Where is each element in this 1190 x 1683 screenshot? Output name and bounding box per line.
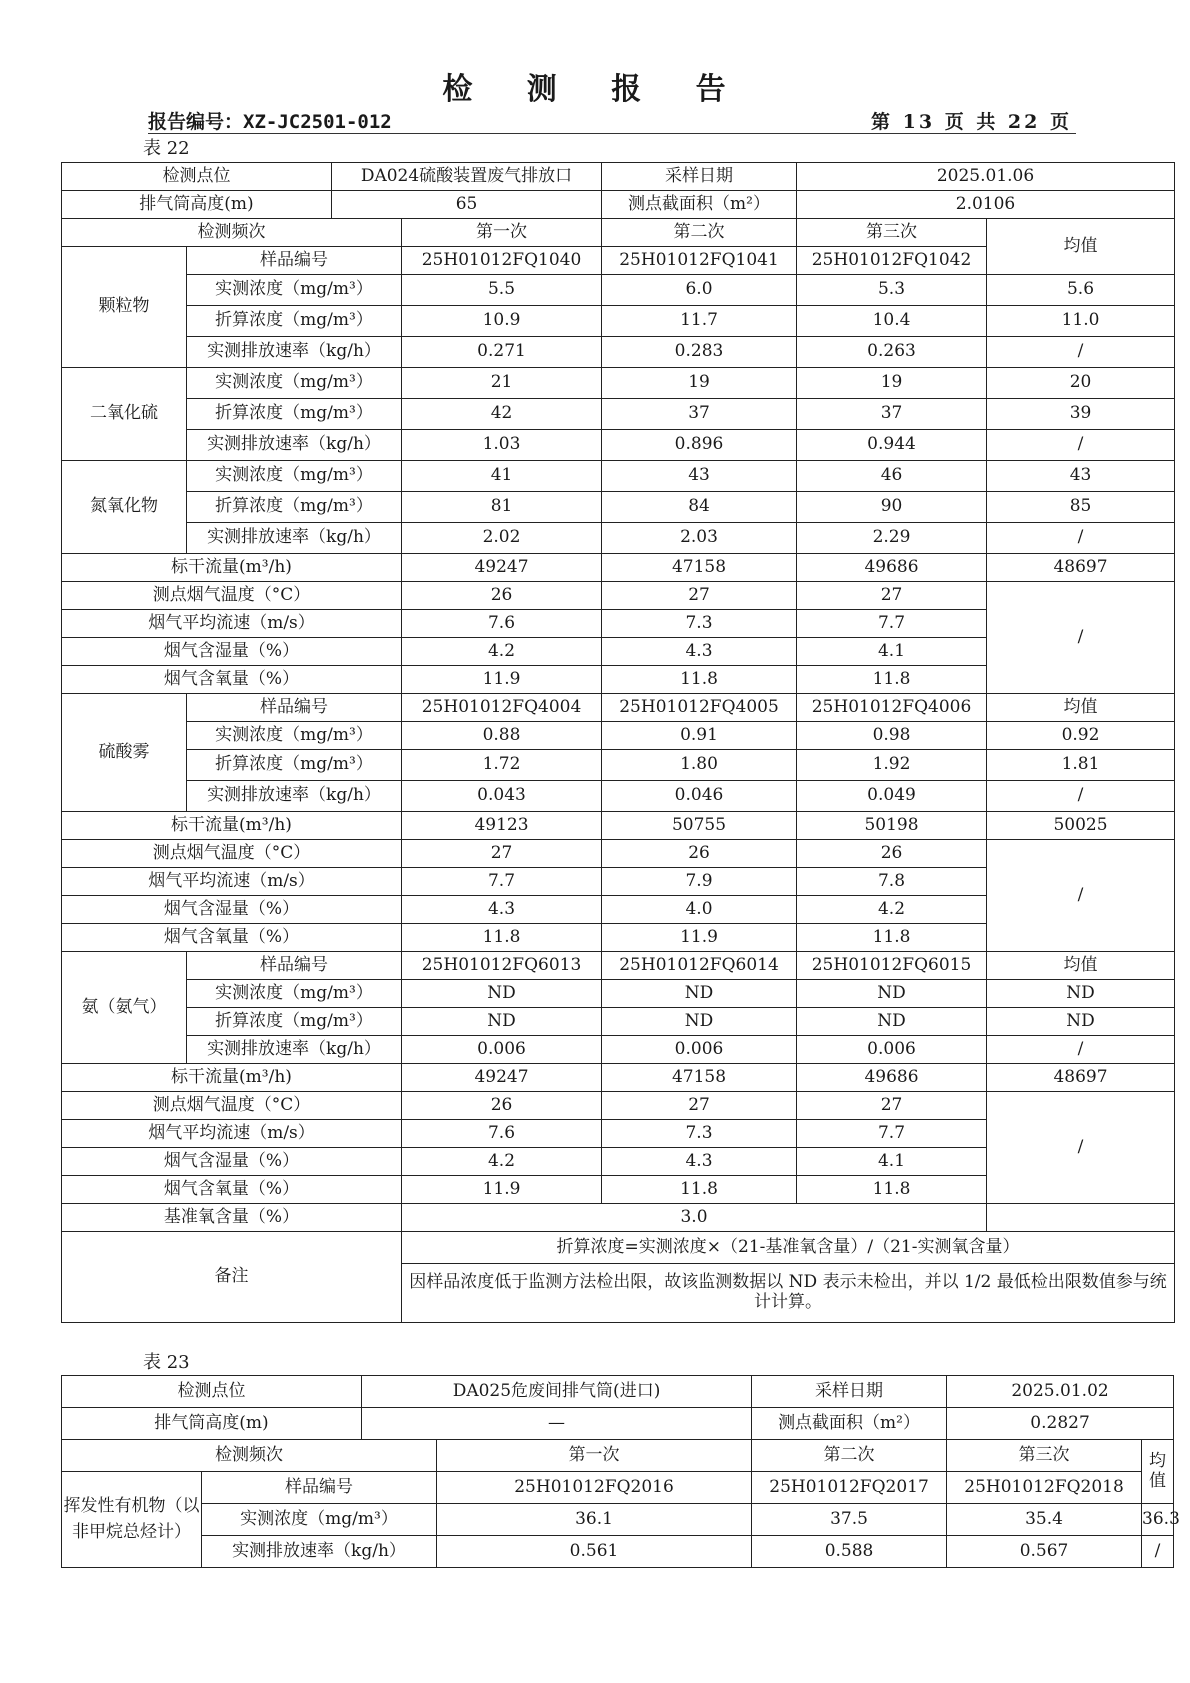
value: ND bbox=[402, 1008, 602, 1036]
value: 36.1 bbox=[437, 1504, 752, 1536]
table22-caption: 表 22 bbox=[143, 138, 190, 159]
point-value: DA024硫酸装置废气排放口 bbox=[332, 163, 602, 191]
area-label: 测点截面积（m²） bbox=[602, 191, 797, 219]
value: 26 bbox=[602, 840, 797, 868]
table-row bbox=[62, 368, 1175, 399]
value: 0.896 bbox=[602, 430, 797, 461]
avg-value: 39 bbox=[987, 399, 1175, 430]
avg-value: / bbox=[987, 523, 1175, 554]
avg-value: 20 bbox=[987, 368, 1175, 399]
value: 4.0 bbox=[602, 896, 797, 924]
avg-value: 11.0 bbox=[987, 306, 1175, 337]
avg-value: 43 bbox=[987, 461, 1175, 492]
row-label: 实测排放速率（kg/h） bbox=[187, 781, 402, 812]
value: 2.29 bbox=[797, 523, 987, 554]
avg-value: ND bbox=[987, 980, 1175, 1008]
table-row bbox=[62, 1536, 1174, 1568]
table-row bbox=[62, 1036, 1175, 1064]
value: 46 bbox=[797, 461, 987, 492]
value: 7.7 bbox=[797, 1120, 987, 1148]
param-label: 烟气含氧量（%） bbox=[62, 1176, 402, 1204]
table-row bbox=[62, 1440, 1174, 1472]
table-row bbox=[62, 1092, 1175, 1120]
pollutant-so2: 二氧化硫 bbox=[62, 368, 187, 461]
value: ND bbox=[797, 1008, 987, 1036]
time-header: 第三次 bbox=[797, 219, 987, 247]
table-row bbox=[62, 840, 1175, 868]
avg-header: 均值 bbox=[1142, 1440, 1174, 1504]
row-label: 实测排放速率（kg/h） bbox=[187, 430, 402, 461]
time-header: 第二次 bbox=[602, 219, 797, 247]
value: ND bbox=[402, 980, 602, 1008]
value: 42 bbox=[402, 399, 602, 430]
value: 27 bbox=[402, 840, 602, 868]
value: 47158 bbox=[602, 554, 797, 582]
row-label: 实测排放速率（kg/h） bbox=[202, 1536, 437, 1568]
param-label: 测点烟气温度（°C） bbox=[62, 1092, 402, 1120]
sample-id: 25H01012FQ4006 bbox=[797, 694, 987, 722]
sample-id: 25H01012FQ2017 bbox=[752, 1472, 947, 1504]
table-row bbox=[62, 1232, 1175, 1264]
value: 10.4 bbox=[797, 306, 987, 337]
row-label: 折算浓度（mg/m³） bbox=[187, 1008, 402, 1036]
value: 2.03 bbox=[602, 523, 797, 554]
param-label: 烟气平均流速（m/s） bbox=[62, 1120, 402, 1148]
table-row bbox=[62, 1408, 1174, 1440]
page-info: 第 13 页 共 22 页 bbox=[871, 111, 1072, 133]
avg-value: 5.6 bbox=[987, 275, 1175, 306]
row-label: 实测浓度（mg/m³） bbox=[187, 722, 402, 750]
row-label: 实测排放速率（kg/h） bbox=[187, 1036, 402, 1064]
value: 7.6 bbox=[402, 610, 602, 638]
table-row bbox=[62, 582, 1175, 610]
area-value: 2.0106 bbox=[797, 191, 1175, 219]
avg-value: / bbox=[1142, 1536, 1174, 1568]
flow-label: 标干流量(m³/h) bbox=[62, 812, 402, 840]
value: ND bbox=[602, 1008, 797, 1036]
value: 27 bbox=[602, 1092, 797, 1120]
sample-id: 25H01012FQ2018 bbox=[947, 1472, 1142, 1504]
value: 11.8 bbox=[797, 666, 987, 694]
param-label: 测点烟气温度（°C） bbox=[62, 582, 402, 610]
value: 1.72 bbox=[402, 750, 602, 781]
table-row bbox=[62, 554, 1175, 582]
value: 0.567 bbox=[947, 1536, 1142, 1568]
value: 49686 bbox=[797, 554, 987, 582]
avg-value: / bbox=[987, 430, 1175, 461]
value: 27 bbox=[602, 582, 797, 610]
value: 0.88 bbox=[402, 722, 602, 750]
table-row bbox=[62, 1064, 1175, 1092]
value: 11.9 bbox=[402, 1176, 602, 1204]
value: 11.8 bbox=[797, 924, 987, 952]
value: 27 bbox=[797, 1092, 987, 1120]
remarks-label: 备注 bbox=[62, 1232, 402, 1323]
time-header: 第一次 bbox=[402, 219, 602, 247]
param-label: 烟气含湿量（%） bbox=[62, 638, 402, 666]
value: 4.2 bbox=[402, 1148, 602, 1176]
value: 26 bbox=[402, 582, 602, 610]
avg-value: / bbox=[987, 1036, 1175, 1064]
value: 2.02 bbox=[402, 523, 602, 554]
row-label: 实测浓度（mg/m³） bbox=[187, 368, 402, 399]
table-row bbox=[62, 163, 1175, 191]
value: 0.049 bbox=[797, 781, 987, 812]
value: 4.1 bbox=[797, 1148, 987, 1176]
value: 7.7 bbox=[402, 868, 602, 896]
param-label: 烟气平均流速（m/s） bbox=[62, 868, 402, 896]
value: 47158 bbox=[602, 1064, 797, 1092]
row-label: 实测浓度（mg/m³） bbox=[202, 1504, 437, 1536]
sample-id: 25H01012FQ1041 bbox=[602, 247, 797, 275]
point-label: 检测点位 bbox=[62, 1376, 362, 1408]
avg-value: / bbox=[987, 337, 1175, 368]
value: 0.98 bbox=[797, 722, 987, 750]
value: 19 bbox=[797, 368, 987, 399]
date-value: 2025.01.02 bbox=[947, 1376, 1174, 1408]
sample-id: 25H01012FQ6013 bbox=[402, 952, 602, 980]
value: 49686 bbox=[797, 1064, 987, 1092]
param-label: 烟气含湿量（%） bbox=[62, 1148, 402, 1176]
freq-label: 检测频次 bbox=[62, 1440, 437, 1472]
table-row bbox=[62, 1504, 1174, 1536]
time-header: 第三次 bbox=[947, 1440, 1142, 1472]
value: ND bbox=[797, 980, 987, 1008]
table-row bbox=[62, 1008, 1175, 1036]
value: 7.3 bbox=[602, 610, 797, 638]
date-label: 采样日期 bbox=[752, 1376, 947, 1408]
table-row bbox=[62, 781, 1175, 812]
sample-id: 25H01012FQ4005 bbox=[602, 694, 797, 722]
ref-o2-value: 3.0 bbox=[402, 1204, 987, 1232]
value: 1.80 bbox=[602, 750, 797, 781]
row-label: 折算浓度（mg/m³） bbox=[187, 750, 402, 781]
sample-id: 25H01012FQ6015 bbox=[797, 952, 987, 980]
avg-header: 均值 bbox=[987, 219, 1175, 275]
table-row bbox=[62, 399, 1175, 430]
table-row bbox=[62, 492, 1175, 523]
sample-label: 样品编号 bbox=[187, 694, 402, 722]
report-title: 检 测 报 告 bbox=[442, 72, 748, 107]
ref-o2-label: 基准氧含量（%） bbox=[62, 1204, 402, 1232]
value: 49247 bbox=[402, 554, 602, 582]
value: 37 bbox=[602, 399, 797, 430]
value: 21 bbox=[402, 368, 602, 399]
avg-value: ND bbox=[987, 1008, 1175, 1036]
row-label: 实测排放速率（kg/h） bbox=[187, 337, 402, 368]
value: ND bbox=[602, 980, 797, 1008]
value: 1.92 bbox=[797, 750, 987, 781]
value: 11.8 bbox=[402, 924, 602, 952]
value: 7.7 bbox=[797, 610, 987, 638]
value: 1.03 bbox=[402, 430, 602, 461]
sample-id: 25H01012FQ6014 bbox=[602, 952, 797, 980]
avg-header: 均值 bbox=[987, 952, 1175, 980]
row-label: 实测浓度（mg/m³） bbox=[187, 275, 402, 306]
empty-cell bbox=[987, 1204, 1175, 1232]
area-label: 测点截面积（m²） bbox=[752, 1408, 947, 1440]
table-row bbox=[62, 191, 1175, 219]
time-header: 第一次 bbox=[437, 1440, 752, 1472]
value: 11.8 bbox=[602, 1176, 797, 1204]
value: 19 bbox=[602, 368, 797, 399]
table-row bbox=[62, 461, 1175, 492]
value: 41 bbox=[402, 461, 602, 492]
sample-id: 25H01012FQ4004 bbox=[402, 694, 602, 722]
value: 50198 bbox=[797, 812, 987, 840]
avg-value: 0.92 bbox=[987, 722, 1175, 750]
sample-id: 25H01012FQ1040 bbox=[402, 247, 602, 275]
remark-formula: 折算浓度=实测浓度×（21-基准氧含量）/（21-实测氧含量） bbox=[402, 1232, 1175, 1264]
value: 0.588 bbox=[752, 1536, 947, 1568]
value: 11.8 bbox=[797, 1176, 987, 1204]
sample-id: 25H01012FQ1042 bbox=[797, 247, 987, 275]
value: 0.283 bbox=[602, 337, 797, 368]
flow-label: 标干流量(m³/h) bbox=[62, 554, 402, 582]
sample-label: 样品编号 bbox=[187, 247, 402, 275]
value: 11.9 bbox=[402, 666, 602, 694]
avg-value: / bbox=[987, 840, 1175, 952]
value: 26 bbox=[797, 840, 987, 868]
value: 7.3 bbox=[602, 1120, 797, 1148]
value: 37.5 bbox=[752, 1504, 947, 1536]
sample-id: 25H01012FQ2016 bbox=[437, 1472, 752, 1504]
time-header: 第二次 bbox=[752, 1440, 947, 1472]
value: 0.006 bbox=[602, 1036, 797, 1064]
value: 11.9 bbox=[602, 924, 797, 952]
param-label: 烟气含氧量（%） bbox=[62, 924, 402, 952]
table-row bbox=[62, 980, 1175, 1008]
date-label: 采样日期 bbox=[602, 163, 797, 191]
sample-label: 样品编号 bbox=[202, 1472, 437, 1504]
row-label: 实测浓度（mg/m³） bbox=[187, 461, 402, 492]
flow-label: 标干流量(m³/h) bbox=[62, 1064, 402, 1092]
value: 90 bbox=[797, 492, 987, 523]
param-label: 烟气平均流速（m/s） bbox=[62, 610, 402, 638]
table-row bbox=[62, 523, 1175, 554]
sample-label: 样品编号 bbox=[187, 952, 402, 980]
height-value: — bbox=[362, 1408, 752, 1440]
table-row bbox=[62, 430, 1175, 461]
avg-header: 均值 bbox=[987, 694, 1175, 722]
value: 5.5 bbox=[402, 275, 602, 306]
row-label: 折算浓度（mg/m³） bbox=[187, 306, 402, 337]
report-number: 报告编号：XZ-JC2501-012 bbox=[148, 111, 392, 133]
value: 81 bbox=[402, 492, 602, 523]
param-label: 烟气含湿量（%） bbox=[62, 896, 402, 924]
value: 49247 bbox=[402, 1064, 602, 1092]
freq-label: 检测频次 bbox=[62, 219, 402, 247]
value: 26 bbox=[402, 1092, 602, 1120]
height-label: 排气筒高度(m) bbox=[62, 1408, 362, 1440]
pollutant-voc: 挥发性有机物（以非甲烷总烃计） bbox=[62, 1472, 202, 1568]
avg-value: 1.81 bbox=[987, 750, 1175, 781]
param-label: 烟气含氧量（%） bbox=[62, 666, 402, 694]
table-row bbox=[62, 337, 1175, 368]
value: 0.046 bbox=[602, 781, 797, 812]
value: 5.3 bbox=[797, 275, 987, 306]
value: 7.9 bbox=[602, 868, 797, 896]
avg-value: / bbox=[987, 582, 1175, 694]
row-label: 折算浓度（mg/m³） bbox=[187, 492, 402, 523]
value: 7.8 bbox=[797, 868, 987, 896]
value: 0.271 bbox=[402, 337, 602, 368]
avg-value: 36.3 bbox=[1142, 1504, 1174, 1536]
remark-nd: 因样品浓度低于监测方法检出限，故该监测数据以 ND 表示未检出，并以 1/2 最低检出限数值参与统计计算。 bbox=[402, 1264, 1175, 1323]
pollutant-ammonia: 氨（氨气） bbox=[62, 952, 187, 1064]
table-row bbox=[62, 812, 1175, 840]
pollutant-nox: 氮氧化物 bbox=[62, 461, 187, 554]
value: 6.0 bbox=[602, 275, 797, 306]
value: 7.6 bbox=[402, 1120, 602, 1148]
value: 0.944 bbox=[797, 430, 987, 461]
table-row bbox=[62, 1472, 1174, 1504]
value: 84 bbox=[602, 492, 797, 523]
value: 0.561 bbox=[437, 1536, 752, 1568]
table-row bbox=[62, 952, 1175, 980]
table-row bbox=[62, 219, 1175, 247]
row-label: 折算浓度（mg/m³） bbox=[187, 399, 402, 430]
value: 0.006 bbox=[797, 1036, 987, 1064]
row-label: 实测排放速率（kg/h） bbox=[187, 523, 402, 554]
value: 0.043 bbox=[402, 781, 602, 812]
avg-value: 85 bbox=[987, 492, 1175, 523]
value: 4.3 bbox=[602, 1148, 797, 1176]
value: 4.1 bbox=[797, 638, 987, 666]
point-value: DA025危废间排气筒(进口) bbox=[362, 1376, 752, 1408]
value: 0.263 bbox=[797, 337, 987, 368]
value: 11.8 bbox=[602, 666, 797, 694]
avg-value: / bbox=[987, 1092, 1175, 1204]
table-row bbox=[62, 722, 1175, 750]
value: 0.006 bbox=[402, 1036, 602, 1064]
header-divider bbox=[148, 133, 1076, 134]
value: 11.7 bbox=[602, 306, 797, 337]
value: 37 bbox=[797, 399, 987, 430]
height-value: 65 bbox=[332, 191, 602, 219]
area-value: 0.2827 bbox=[947, 1408, 1174, 1440]
value: 43 bbox=[602, 461, 797, 492]
avg-value: 48697 bbox=[987, 1064, 1175, 1092]
value: 4.2 bbox=[402, 638, 602, 666]
param-label: 测点烟气温度（°C） bbox=[62, 840, 402, 868]
point-label: 检测点位 bbox=[62, 163, 332, 191]
value: 10.9 bbox=[402, 306, 602, 337]
table-row bbox=[62, 1204, 1175, 1232]
table-22 bbox=[61, 162, 1175, 1323]
table-row bbox=[62, 306, 1175, 337]
table-row bbox=[62, 694, 1175, 722]
value: 49123 bbox=[402, 812, 602, 840]
table23-caption: 表 23 bbox=[143, 1352, 190, 1373]
height-label: 排气筒高度(m) bbox=[62, 191, 332, 219]
value: 4.2 bbox=[797, 896, 987, 924]
row-label: 实测浓度（mg/m³） bbox=[187, 980, 402, 1008]
value: 27 bbox=[797, 582, 987, 610]
table-row bbox=[62, 750, 1175, 781]
table-23 bbox=[61, 1375, 1180, 1568]
avg-value: 50025 bbox=[987, 812, 1175, 840]
pollutant-particulate: 颗粒物 bbox=[62, 247, 187, 368]
pollutant-sulfuric-mist: 硫酸雾 bbox=[62, 694, 187, 812]
avg-value: / bbox=[987, 781, 1175, 812]
date-value: 2025.01.06 bbox=[797, 163, 1175, 191]
avg-value: 48697 bbox=[987, 554, 1175, 582]
table-row bbox=[62, 1376, 1174, 1408]
value: 35.4 bbox=[947, 1504, 1142, 1536]
value: 4.3 bbox=[602, 638, 797, 666]
value: 0.91 bbox=[602, 722, 797, 750]
value: 4.3 bbox=[402, 896, 602, 924]
table-row bbox=[62, 275, 1175, 306]
value: 50755 bbox=[602, 812, 797, 840]
